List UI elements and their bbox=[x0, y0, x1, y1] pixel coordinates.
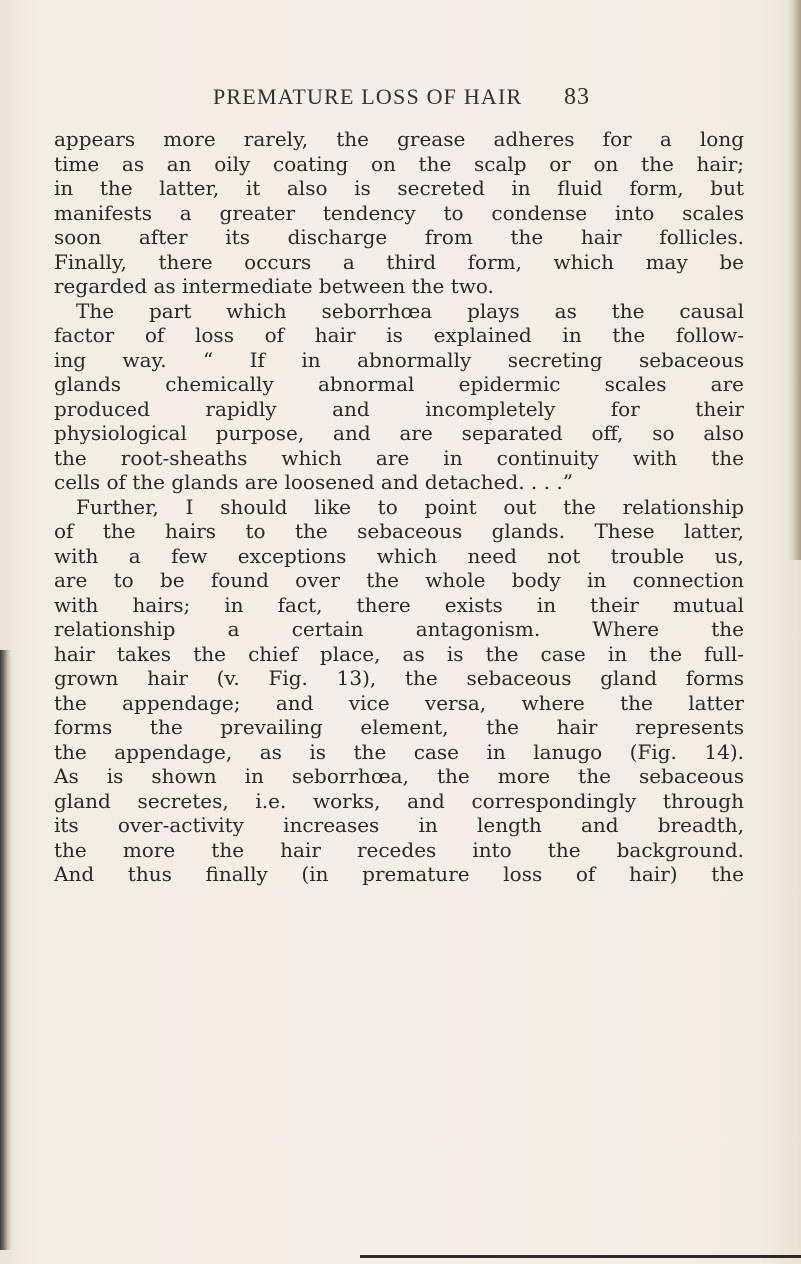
text-line: time as an oily coating on the scalp or on the hair; bbox=[54, 151, 744, 176]
text-line: regarded as intermediate between the two. bbox=[54, 274, 494, 298]
text-line: grown hair (v. Fig. 13), the sebaceous gland forms bbox=[54, 666, 744, 690]
text-line: The part which seborrhœa plays as the causal bbox=[76, 298, 744, 323]
text-line: the more the hair recedes into the background. bbox=[54, 837, 744, 862]
text-line: with a few exceptions which need not trouble us, bbox=[54, 543, 744, 568]
text-line: of the hairs to the sebaceous glands. These latter, bbox=[54, 519, 744, 543]
text-line: factor of loss of hair is explained in the follow- bbox=[54, 323, 744, 347]
text-line: soon after its discharge from the hair follicles. bbox=[54, 225, 744, 249]
text-line: produced rapidly and incompletely for their bbox=[54, 396, 744, 421]
text-line: the root-sheaths which are in continuity with the bbox=[54, 445, 744, 470]
text-line: the appendage; and vice versa, where the latter bbox=[54, 690, 744, 715]
text-line: glands chemically abnormal epidermic scales are bbox=[54, 372, 744, 396]
text-line: forms the prevailing element, the hair represents bbox=[54, 715, 744, 739]
text-line: relationship a certain antagonism. Where the bbox=[54, 617, 744, 641]
text-line: And thus finally (in premature loss of hair) the bbox=[54, 862, 744, 886]
page-header bbox=[0, 84, 801, 124]
text-line: hair takes the chief place, as is the case in the full- bbox=[54, 641, 744, 666]
text-line: its over-activity increases in length and breadth, bbox=[54, 813, 744, 837]
text-line: manifests a greater tendency to condense into scales bbox=[54, 200, 744, 225]
page-number: 83 bbox=[564, 84, 590, 110]
text-line: gland secretes, i.e. works, and correspondingly through bbox=[54, 788, 744, 813]
bottom-edge-line bbox=[360, 1255, 801, 1258]
text-line: appears more rarely, the grease adheres for a long bbox=[54, 127, 744, 151]
text-line: ing way. “ If in abnormally secreting sebaceous bbox=[54, 347, 744, 372]
text-line: Further, I should like to point out the relationship bbox=[76, 494, 744, 519]
text-line: in the latter, it also is secreted in fluid form, but bbox=[54, 176, 744, 200]
text-line: As is shown in seborrhœa, the more the sebaceous bbox=[54, 764, 744, 788]
text-line: cells of the glands are loosened and detached. . . .” bbox=[54, 470, 573, 494]
page-binding-shadow bbox=[0, 650, 12, 1250]
text-line: are to be found over the whole body in connection bbox=[54, 568, 744, 592]
text-line: with hairs; in fact, there exists in their mutual bbox=[54, 592, 744, 617]
text-line: physiological purpose, and are separated off, so also bbox=[54, 421, 744, 445]
text-line: the appendage, as is the case in lanugo (Fig. 14). bbox=[54, 739, 744, 764]
text-line: Finally, there occurs a third form, which may be bbox=[54, 249, 744, 274]
body-text bbox=[54, 127, 744, 887]
running-title: PREMATURE LOSS OF HAIR bbox=[213, 84, 523, 109]
